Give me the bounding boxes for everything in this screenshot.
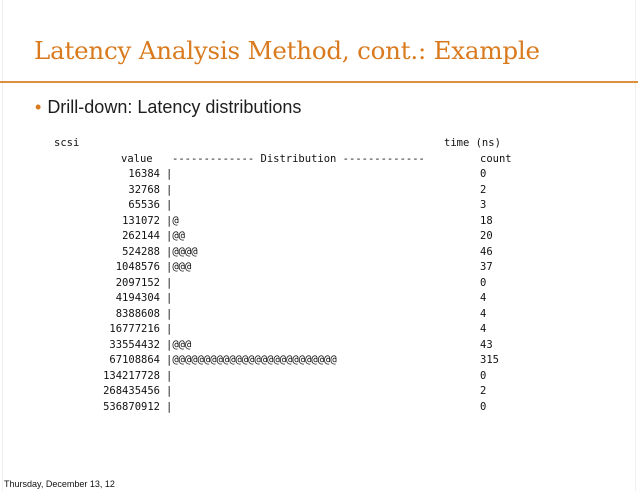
value-header: value xyxy=(121,153,153,165)
row-bar: | xyxy=(166,323,173,335)
row-count: 46 xyxy=(480,245,493,258)
row-value: 16384 xyxy=(128,168,160,180)
row-count: 0 xyxy=(480,369,487,382)
row-bar: | xyxy=(166,385,173,397)
row-count: 20 xyxy=(480,230,493,242)
row-bar: |@ xyxy=(166,214,179,227)
row-count: 37 xyxy=(480,261,493,273)
row-value: 16777216 xyxy=(109,323,160,335)
count-header: count xyxy=(480,153,512,165)
row-count: 4 xyxy=(480,292,487,304)
row-value: 33554432 xyxy=(109,338,160,351)
bullet-text: Drill-down: Latency distributions xyxy=(47,97,302,117)
row-value: 8388608 xyxy=(115,307,160,320)
row-bar: | xyxy=(166,199,173,211)
row-bar: |@@@@@@@@@@@@@@@@@@@@@@@@@@ xyxy=(166,354,337,366)
slide-title: Latency Analysis Method, cont.: Example xyxy=(34,36,540,65)
row-value: 65536 xyxy=(128,199,160,211)
probe-name: scsi xyxy=(54,137,80,149)
row-value: 262144 xyxy=(122,230,160,242)
row-bar: | xyxy=(166,168,173,180)
row-count: 43 xyxy=(480,338,493,351)
row-value: 524288 xyxy=(122,245,160,258)
row-bar: | xyxy=(166,307,173,320)
row-value: 536870912 xyxy=(103,400,160,413)
row-value: 4194304 xyxy=(115,292,160,304)
slide-date-footer: Thursday, December 13, 12 xyxy=(4,479,115,489)
row-bar: |@@@ xyxy=(166,338,192,351)
row-count: 0 xyxy=(480,400,487,413)
row-bar: | xyxy=(166,369,173,382)
row-bar: | xyxy=(166,183,173,196)
row-count: 2 xyxy=(480,183,487,196)
row-bar: |@@@ xyxy=(166,261,192,273)
row-bar: | xyxy=(166,292,173,304)
row-value: 131072 xyxy=(122,214,160,227)
row-bar: |@@ xyxy=(166,230,185,242)
row-count: 0 xyxy=(480,168,487,180)
row-value: 32768 xyxy=(128,183,160,196)
row-count: 0 xyxy=(480,276,487,289)
row-count: 2 xyxy=(480,385,487,397)
distribution-header: ------------- Distribution ------------- xyxy=(172,153,425,165)
row-count: 315 xyxy=(480,354,499,366)
row-count: 3 xyxy=(480,199,487,211)
row-value: 1048576 xyxy=(115,261,160,273)
row-value: 2097152 xyxy=(115,276,160,289)
time-label: time (ns) xyxy=(444,137,501,149)
row-value: 268435456 xyxy=(103,385,160,397)
row-count: 18 xyxy=(480,214,493,227)
bullet-dot-icon: • xyxy=(35,97,42,117)
row-value: 67108864 xyxy=(109,354,160,366)
row-bar: | xyxy=(166,276,173,289)
row-bar: | xyxy=(166,400,173,413)
row-count: 4 xyxy=(480,323,487,335)
row-count: 4 xyxy=(480,307,487,320)
row-bar: |@@@@ xyxy=(166,245,198,258)
row-value: 134217728 xyxy=(103,369,160,382)
